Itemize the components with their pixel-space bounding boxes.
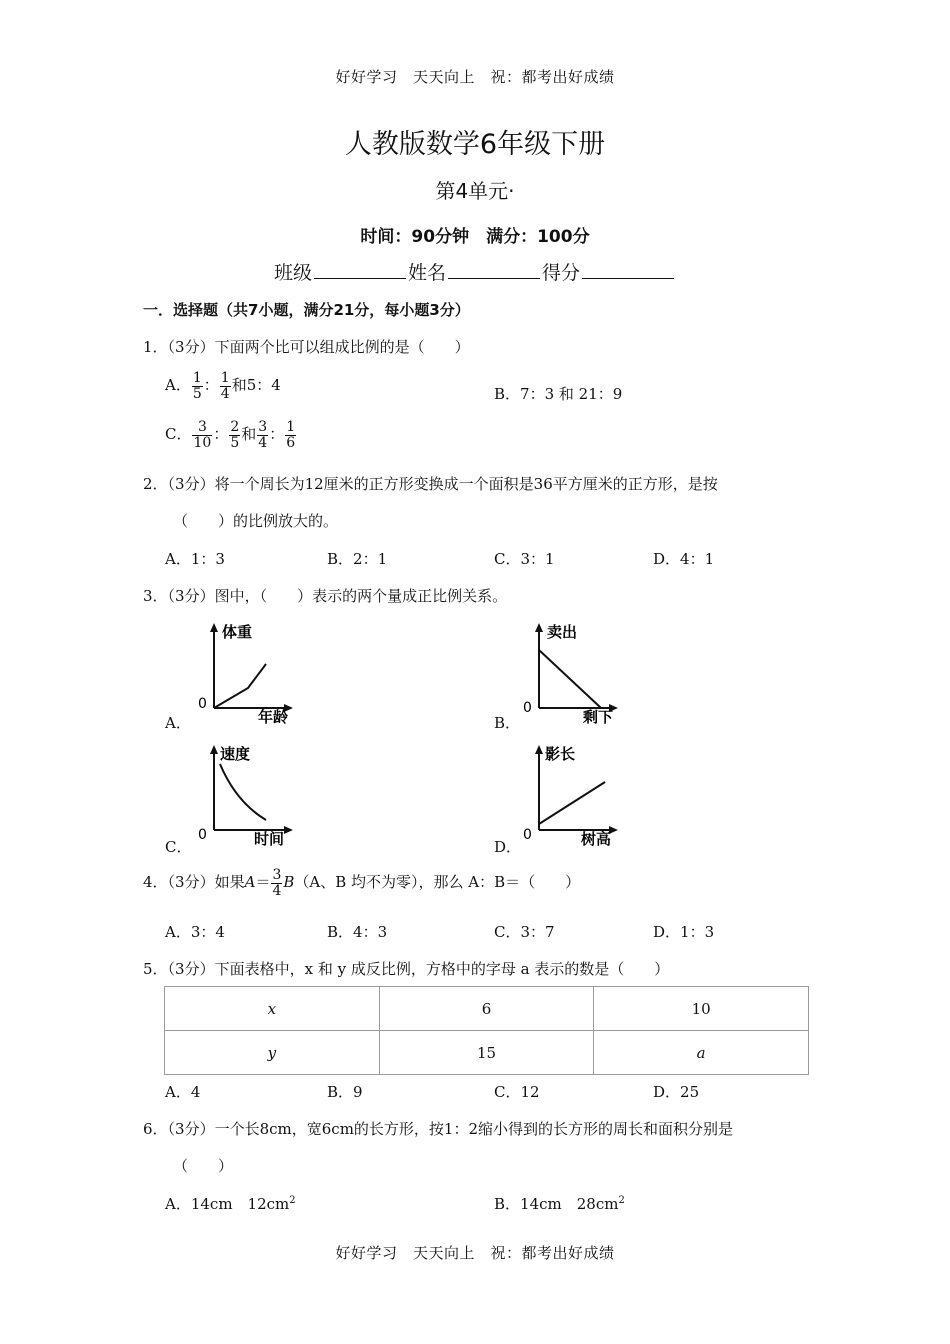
origin-label: 0	[523, 700, 532, 716]
q2-option-b: B．2：1	[327, 550, 388, 568]
table-cell: 6	[379, 987, 594, 1031]
fraction: $\frac{2}{5}$	[230, 419, 240, 451]
student-info-line	[0, 258, 950, 285]
page-title: 人教版数学6年级下册	[344, 129, 606, 160]
y-axis-label: 速度	[220, 745, 251, 763]
q3-graph-c	[190, 742, 300, 852]
q6-option-a: A．14cm $12cm^2$	[165, 1195, 296, 1213]
q4-option-b: B．4：3	[327, 923, 388, 941]
q3-option-c-label: C．	[165, 838, 192, 856]
fraction: $\frac{3}{4}$	[272, 867, 282, 899]
time-info: 时间：90分钟 满分：100分	[360, 227, 590, 247]
origin-label: 0	[523, 827, 532, 843]
page-footer: 好好学习 天天向上 祝：都考出好成绩	[335, 1244, 615, 1262]
question-5-stem: 5．（3分）下面表格中，x 和 y 成反比例，方格中的字母 a 表示的数是（ ）	[143, 960, 670, 978]
q3-option-b-label: B．	[494, 714, 521, 732]
unit-title: 第4单元·	[435, 179, 515, 203]
y-axis-label: 影长	[545, 745, 576, 763]
question-2-stem-cont: （ ）的比例放大的。	[173, 512, 339, 530]
q3-option-d-label: D．	[494, 838, 522, 856]
page-header: 好好学习 天天向上 祝：都考出好成绩	[335, 68, 615, 86]
x-axis-label: 树高	[581, 830, 612, 848]
table-row	[165, 987, 809, 1031]
q3-option-a-label: A．	[165, 714, 191, 732]
origin-label: 0	[198, 696, 207, 712]
q3-graph-d	[515, 742, 625, 852]
question-3-stem: 3．（3分）图中，（ ）表示的两个量成正比例关系。	[143, 587, 508, 605]
q1-option-a: A． $\frac{1}{5}$ ： $\frac{1}{4}$ 和5：4	[165, 370, 281, 402]
q6-option-b: B．14cm $28cm^2$	[494, 1195, 625, 1213]
q2-option-a: A．1：3	[165, 550, 225, 568]
question-4-stem: 4．（3分）如果A＝ $\frac{3}{4}$ B（A、B 均不为零），那么 A：B＝（ ）	[143, 867, 581, 899]
option-label: C．	[165, 425, 192, 444]
q5-option-d: D．25	[653, 1083, 700, 1101]
table-row	[165, 1031, 809, 1075]
table-cell: 10	[594, 987, 809, 1031]
q4-option-a: A．3：4	[165, 923, 225, 941]
y-axis-label: 卖出	[547, 623, 578, 641]
question-1-stem: 1．（3分）下面两个比可以组成比例的是（ ）	[143, 338, 470, 356]
q5-option-b: B．9	[327, 1083, 363, 1101]
q5-option-a: A．4	[165, 1083, 201, 1101]
name-label: 姓名	[407, 262, 446, 284]
class-blank	[314, 260, 406, 279]
x-axis-label: 剩下	[583, 708, 614, 726]
y-axis-label: 体重	[222, 623, 253, 641]
x-axis-label: 年龄	[258, 708, 289, 726]
fraction: $\frac{1}{4}$	[220, 370, 230, 402]
fraction: $\frac{1}{5}$	[192, 370, 202, 402]
question-6-stem-cont: （ ）	[173, 1157, 234, 1175]
question-2-stem: 2．（3分）将一个周长为12厘米的正方形变换成一个面积是36平方厘米的正方形，是按	[143, 475, 718, 493]
x-axis-label: 时间	[254, 830, 285, 848]
name-blank	[448, 260, 540, 279]
fraction: $\frac{3}{4}$	[258, 419, 268, 451]
q5-table	[164, 986, 809, 1075]
table-cell: y	[165, 1031, 380, 1075]
fraction: $\frac{3}{10}$	[193, 419, 212, 451]
q4-option-c: C．3：7	[494, 923, 555, 941]
origin-label: 0	[198, 827, 207, 843]
option-label: A．	[165, 376, 191, 395]
q2-option-d: D．4：1	[653, 550, 715, 568]
q3-graph-b	[515, 620, 625, 730]
fraction: $\frac{1}{6}$	[286, 419, 296, 451]
section-heading: 一．选择题（共7小题，满分21分，每小题3分）	[143, 301, 470, 319]
q1-option-b: B．7：3 和 21：9	[494, 385, 623, 403]
score-label: 得分	[542, 262, 581, 284]
class-label: 班级	[273, 262, 312, 284]
table-cell: a	[594, 1031, 809, 1075]
q5-option-c: C．12	[494, 1083, 540, 1101]
q1-option-c: C． $\frac{3}{10}$ ： $\frac{2}{5}$ 和 $\frac{3}{4}$ ： $\frac{1}{6}$	[165, 419, 296, 451]
score-blank	[582, 260, 674, 279]
question-6-stem: 6．（3分）一个长8cm，宽6cm的长方形，按1：2缩小得到的长方形的周长和面积分别是	[143, 1120, 734, 1138]
q3-graph-a	[190, 620, 300, 730]
table-cell: x	[165, 987, 380, 1031]
q2-option-c: C．3：1	[494, 550, 555, 568]
table-cell: 15	[379, 1031, 594, 1075]
q4-option-d: D．1：3	[653, 923, 715, 941]
